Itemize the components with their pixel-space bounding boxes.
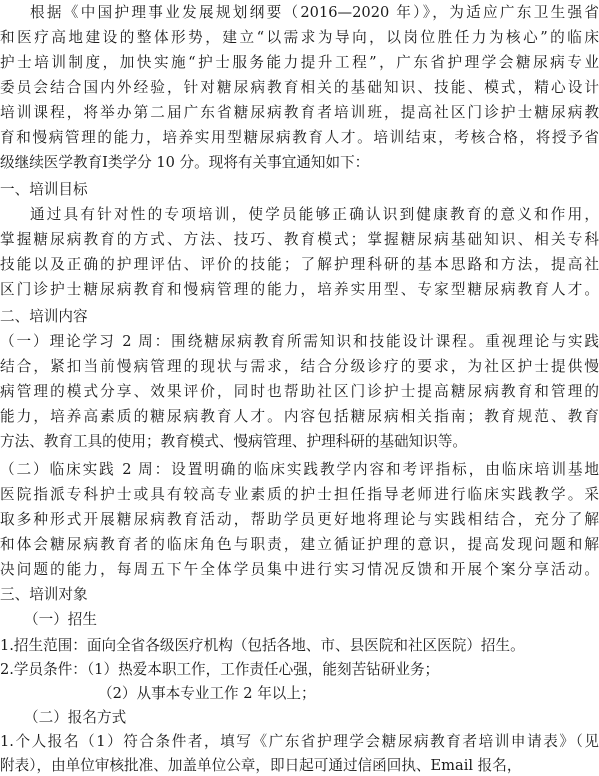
- section-heading-content: 二、培训内容: [0, 308, 88, 325]
- intro-line: 育和慢病管理的能力，培养实用型糖尿病教育人才。培训结束，考核合格，将授予省: [0, 129, 599, 146]
- intro-line: 根据《中国护理事业发展规划纲要（2016—2020 年）》，为适应广东卫生强省: [30, 4, 599, 21]
- practice-line: 决问题的能力，每周五下午全体学员集中进行实习情况反馈和开展个案分享活动。: [0, 561, 599, 578]
- registration-line: 附表），由单位审核批准、加盖单位公章，即日起可通过信函回执、Email 报名，: [0, 757, 522, 774]
- enrollment-scope: 1.招生范围：面向全省各级医疗机构（包括各地、市、县医院和社区医院）招生。: [0, 637, 525, 654]
- intro-line: 级继续医学教育Ⅰ类学分 10 分。现将有关事宜通知如下：: [0, 154, 370, 171]
- theory-line: 结合，紧扣当前慢病管理的现状与需求，结合分级诊疗的要求，为社区护士提供慢: [0, 358, 599, 375]
- practice-line: 和体会糖尿病教育者的临床角色与职责，建立循证护理的意识，提高发现问题和解: [0, 536, 599, 553]
- enrollment-condition: 2.学员条件：（1）热爱本职工作，工作责任心强，能刻苦钻研业务；: [0, 661, 440, 678]
- goals-line: 掌握糖尿病教育的方式、方法、技巧、教育模式；掌握糖尿病基础知识、相关专科: [0, 231, 599, 248]
- intro-line: 和医疗高地建设的整体形势，建立“以需求为导向，以岗位胜任力为核心”的临床: [0, 29, 599, 46]
- practice-line: （二）临床实践 2 周：设置明确的临床实践教学内容和考评指标，由临床培训基地: [0, 461, 599, 478]
- section-heading-audience: 三、培训对象: [0, 586, 88, 603]
- registration-line: 1.个人报名（1）符合条件者，填写《广东省护理学会糖尿病教育者培训申请表》（见: [0, 733, 599, 750]
- goals-line: 区门诊护士糖尿病教育和慢病管理的能力，培养实用型、专家型糖尿病教育人才。: [0, 281, 599, 298]
- intro-line: 委员会结合国内外经验，针对糖尿病教育相关的基础知识、技能、模式，精心设计: [0, 79, 599, 96]
- intro-line: 培训课程，将举办第二届广东省糖尿病教育者培训班，提高社区门诊护士糖尿病教: [0, 104, 599, 121]
- goals-line: 通过具有针对性的专项培训，使学员能够正确认识到健康教育的意义和作用，: [30, 206, 599, 223]
- theory-line: （一）理论学习 2 周：围绕糖尿病教育所需知识和技能设计课程。重视理论与实践: [0, 333, 599, 350]
- theory-line: 病管理的模式分享、效果评价，同时也帮助社区门诊护士提高糖尿病教育和管理的: [0, 383, 599, 400]
- intro-line: 护士培训制度，加快实施“护士服务能力提升工程”，广东省护理学会糖尿病专业: [0, 54, 599, 71]
- theory-line: 方法、教育工具的使用；教育模式、慢病管理、护理科研的基础知识等。: [0, 433, 468, 450]
- theory-line: 能力，培养高素质的糖尿病教育人才。内容包括糖尿病相关指南；教育规范、教育: [0, 408, 599, 425]
- subheading-enrollment: （一）招生: [24, 611, 97, 628]
- enrollment-condition: （2）从事本专业工作 2 年以上；: [98, 685, 316, 702]
- subheading-registration: （二）报名方式: [24, 709, 127, 726]
- practice-line: 取多种形式开展糖尿病教育活动，帮助学员更好地将理论与实践相结合，充分了解: [0, 511, 599, 528]
- goals-line: 技能以及正确的护理评估、评价的技能；了解护理科研的基本思路和方法，提高社: [0, 256, 599, 273]
- practice-line: 医院指派专科护士或具有较高专业素质的护士担任指导老师进行临床实践教学。采: [0, 486, 599, 503]
- section-heading-goals: 一、培训目标: [0, 181, 88, 198]
